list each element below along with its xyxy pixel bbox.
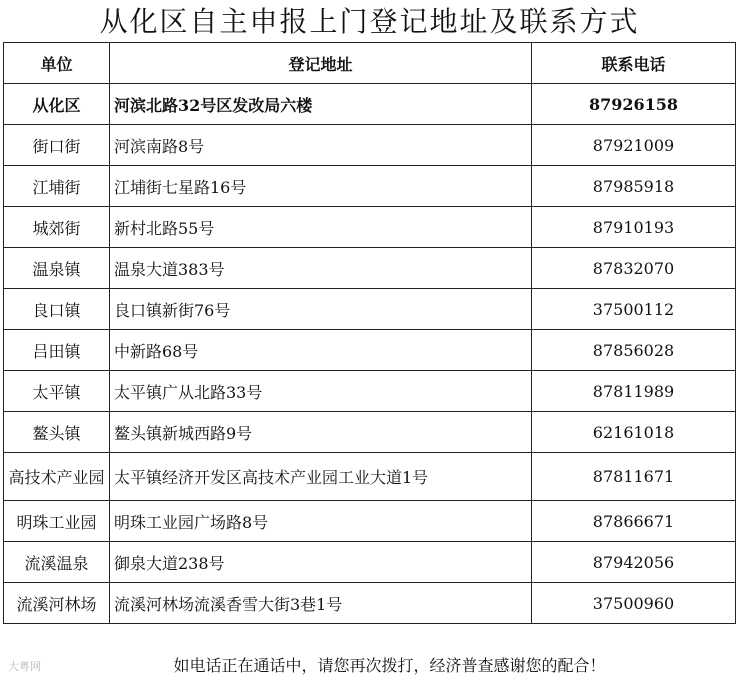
table-row xyxy=(4,453,736,501)
row-unit: 良口镇 xyxy=(4,289,110,330)
table-row xyxy=(4,501,736,542)
table-row xyxy=(4,166,736,207)
row-address: 御泉大道238号 xyxy=(110,542,532,583)
row-address: 太平镇广从北路33号 xyxy=(110,371,532,412)
row-phone: 37500112 xyxy=(532,289,736,330)
row-unit: 流溪温泉 xyxy=(4,542,110,583)
row-address: 良口镇新街76号 xyxy=(110,289,532,330)
table-row xyxy=(4,330,736,371)
footer-note: 如电话正在通话中，请您再次拨打，经济普查感谢您的配合！ xyxy=(173,656,606,675)
row-phone: 87910193 xyxy=(532,207,736,248)
row-address: 河滨北路32号区发改局六楼 xyxy=(110,84,532,125)
table-row xyxy=(4,289,736,330)
row-phone: 87942056 xyxy=(532,542,736,583)
row-unit: 街口街 xyxy=(4,125,110,166)
row-unit: 城郊街 xyxy=(4,207,110,248)
table-body xyxy=(4,84,736,624)
row-unit: 明珠工业园 xyxy=(4,501,110,542)
row-address: 中新路68号 xyxy=(110,330,532,371)
table-row xyxy=(4,125,736,166)
row-phone: 87811989 xyxy=(532,371,736,412)
row-unit: 从化区 xyxy=(4,84,110,125)
row-address: 温泉大道383号 xyxy=(110,248,532,289)
row-address: 鳌头镇新城西路9号 xyxy=(110,412,532,453)
contact-table xyxy=(3,42,736,624)
table-row xyxy=(4,583,736,624)
row-address: 新村北路55号 xyxy=(110,207,532,248)
row-phone: 87832070 xyxy=(532,248,736,289)
row-phone: 87985918 xyxy=(532,166,736,207)
watermark-logo: 大粤网 xyxy=(8,660,41,673)
row-address: 江埔街七星路16号 xyxy=(110,166,532,207)
row-phone: 87921009 xyxy=(532,125,736,166)
row-address: 河滨南路8号 xyxy=(110,125,532,166)
page-title: 从化区自主申报上门登记地址及联系方式 xyxy=(99,5,640,38)
table-header-row xyxy=(4,43,736,84)
row-address: 流溪河林场流溪香雪大街3巷1号 xyxy=(110,583,532,624)
row-phone: 87866671 xyxy=(532,501,736,542)
header-unit: 单位 xyxy=(4,43,110,84)
row-unit: 江埔街 xyxy=(4,166,110,207)
table-row xyxy=(4,412,736,453)
row-unit: 流溪河林场 xyxy=(4,583,110,624)
table-row xyxy=(4,84,736,125)
table-row xyxy=(4,542,736,583)
table-row xyxy=(4,371,736,412)
row-phone: 87926158 xyxy=(532,84,736,125)
header-phone: 联系电话 xyxy=(532,43,736,84)
row-address: 明珠工业园广场路8号 xyxy=(110,501,532,542)
row-phone: 87811671 xyxy=(532,453,736,501)
row-phone: 37500960 xyxy=(532,583,736,624)
row-unit: 吕田镇 xyxy=(4,330,110,371)
table-row xyxy=(4,248,736,289)
row-phone: 87856028 xyxy=(532,330,736,371)
table-row xyxy=(4,207,736,248)
row-phone: 62161018 xyxy=(532,412,736,453)
row-unit: 温泉镇 xyxy=(4,248,110,289)
row-address: 太平镇经济开发区高技术产业园工业大道1号 xyxy=(110,453,532,501)
row-unit: 鳌头镇 xyxy=(4,412,110,453)
row-unit: 太平镇 xyxy=(4,371,110,412)
row-unit: 高技术产业园 xyxy=(4,453,110,501)
header-address: 登记地址 xyxy=(110,43,532,84)
